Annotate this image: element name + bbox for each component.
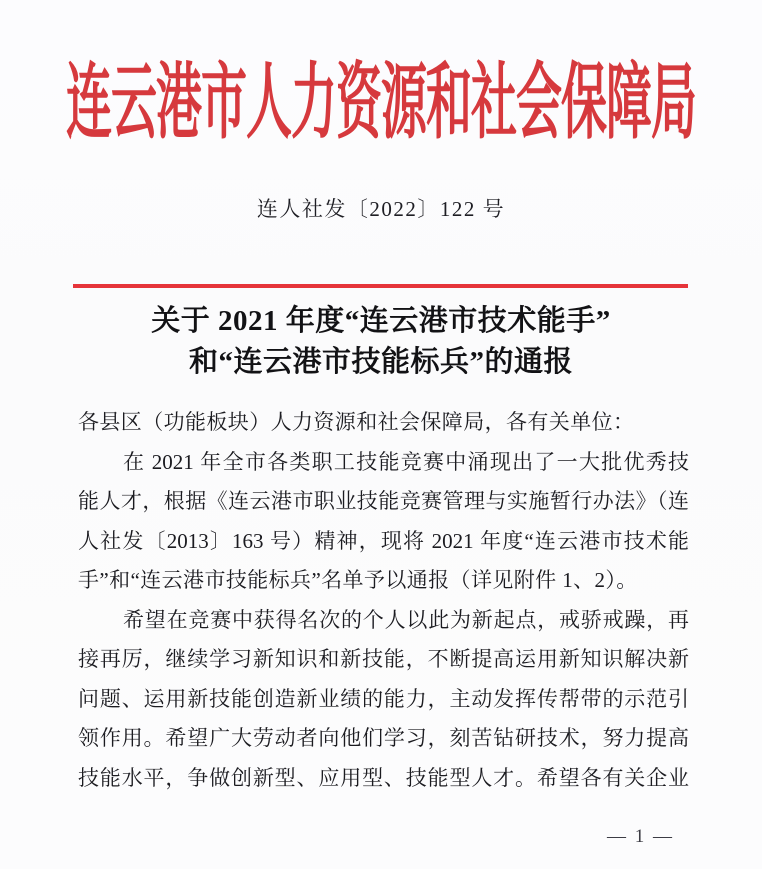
body-text-line: 领作用。希望广大劳动者向他们学习，刻苦钻研技术，努力提高 (78, 726, 689, 750)
body-text-line: 在 2021 年全市各类职工技能竞赛中涌现出了一大批优秀技 (123, 449, 689, 474)
body-text-line: 手”和“连云港市技能标兵”名单予以通报（详见附件 1、2）。 (78, 568, 638, 592)
doc-title-line-2: 和“连云港市技能标兵”的通报 (188, 346, 573, 378)
body-text-line: 人社发〔2013〕163 号）精神，现将 2021 年度“连云港市技术能 (78, 528, 689, 553)
body-text (78, 403, 689, 798)
body-text-line: 希望在竞赛中获得名次的个人以此为新起点，戒骄戒躁，再 (123, 607, 689, 632)
page-number: — 1 — (607, 826, 674, 847)
body-text-line: 接再厉，继续学习新知识和新技能，不断提高运用新知识解决新 (78, 647, 689, 671)
body-text-line: 各县区（功能板块）人力资源和社会保障局，各有关单位： (78, 410, 635, 434)
doc-number: 连人社发〔2022〕122 号 (256, 197, 506, 221)
body-text-line: 技能水平，争做创新型、应用型、技能型人才。希望各有关企业 (78, 765, 689, 790)
body-text-line: 问题、运用新技能创造新业绩的能力，主动发挥传帮带的示范引 (78, 686, 689, 711)
body-text-line: 能人才，根据《连云港市职业技能竞赛管理与实施暂行办法》（连 (78, 489, 689, 513)
agency-name: 连云港市人力资源和社会保障局 (66, 56, 696, 149)
doc-title-line-1: 关于 2021 年度“连云港市技术能手” (151, 305, 611, 337)
doc-title (0, 301, 762, 383)
red-divider (73, 284, 688, 288)
